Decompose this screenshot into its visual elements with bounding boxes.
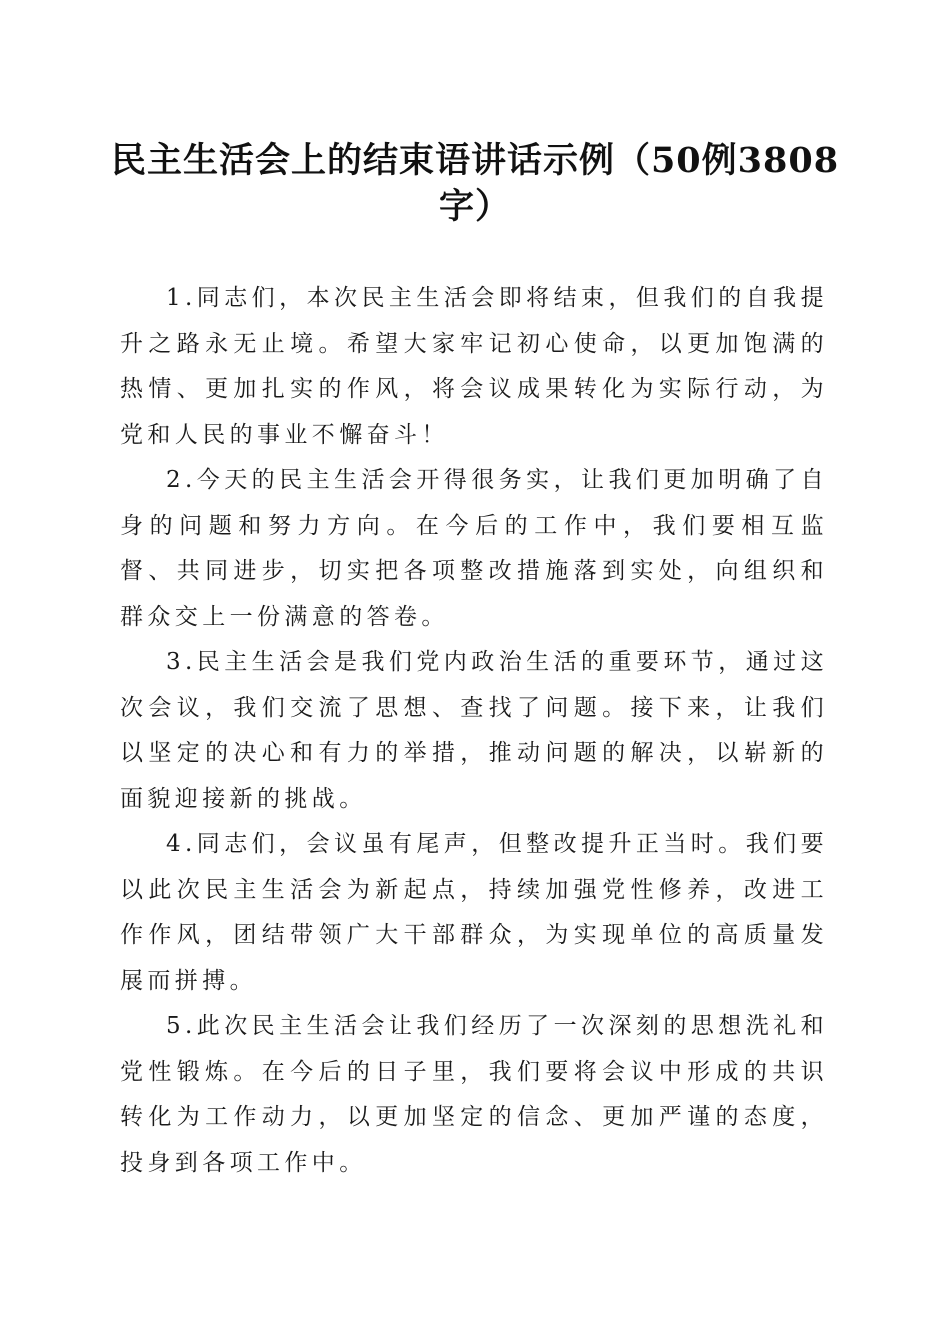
paragraph-2: 2.今天的民主生活会开得很务实，让我们更加明确了自身的问题和努力方向。在今后的工作中，我们要相互监督、共同进步，切实把各项整改措施落到实处，向组织和群众交上一份满意的答卷。 <box>120 467 828 630</box>
document-title: 民主生活会上的结束语讲话示例（50例3808字） <box>110 140 840 227</box>
paragraph-4: 4.同志们，会议虽有尾声，但整改提升正当时。我们要以此次民主生活会为新起点，持续加强党性修养，改进工作作风，团结带领广大干部群众，为实现单位的高质量发展而拼搏。 <box>120 831 828 994</box>
paragraph-1: 1.同志们，本次民主生活会即将结束，但我们的自我提升之路永无止境。希望大家牢记初心使命，以更加饱满的热情、更加扎实的作风，将会议成果转化为实际行动，为党和人民的事业不懈奋斗！ <box>120 285 828 448</box>
paragraph-5: 5.此次民主生活会让我们经历了一次深刻的思想洗礼和党性锻炼。在今后的日子里，我们要将会议中形成的共识转化为工作动力，以更加坚定的信念、更加严谨的态度，投身到各项工作中。 <box>120 1013 828 1176</box>
paragraph-3: 3.民主生活会是我们党内政治生活的重要环节，通过这次会议，我们交流了思想、查找了问题。接下来，让我们以坚定的决心和有力的举措，推动问题的解决，以崭新的面貌迎接新的挑战。 <box>120 649 828 812</box>
document-body <box>120 276 828 1186</box>
